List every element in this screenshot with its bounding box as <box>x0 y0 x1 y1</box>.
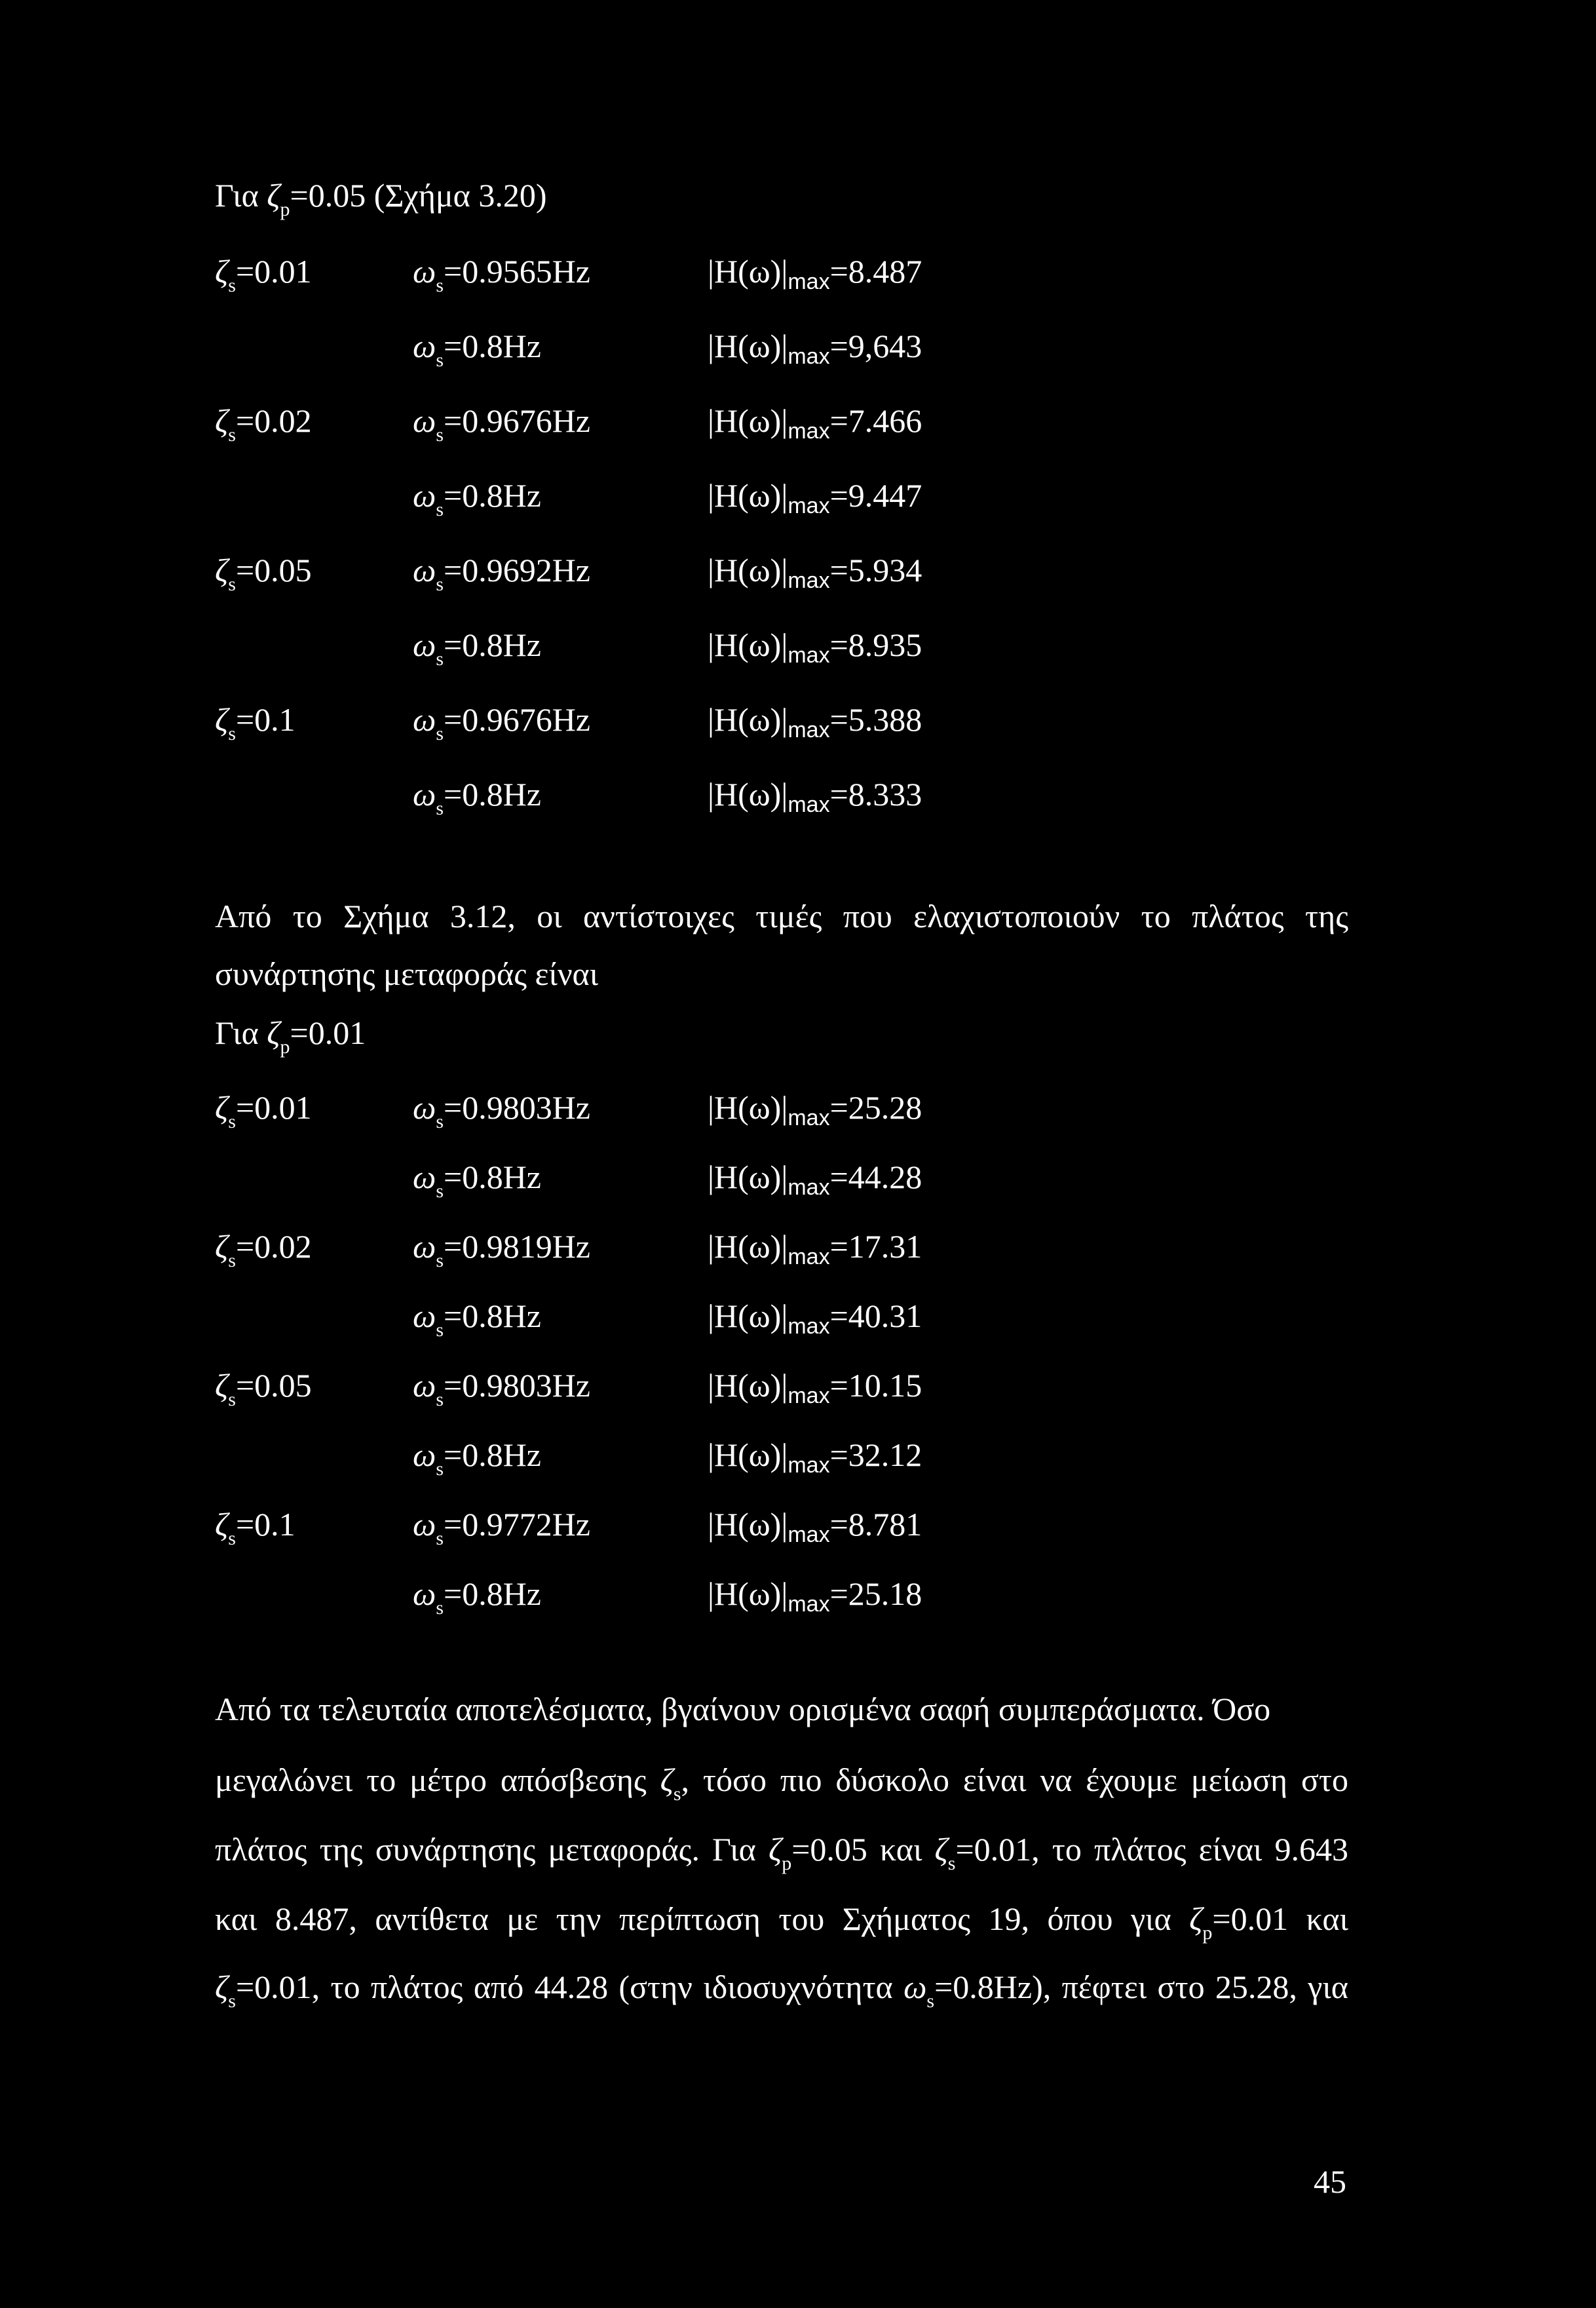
frequency-cell <box>413 775 541 819</box>
amplitude-cell <box>708 401 922 444</box>
frequency-value: =0.8Hz <box>444 1436 541 1473</box>
intro-paragraph <box>215 896 1348 992</box>
omega-s-subscript: s <box>436 573 444 595</box>
zeta-s-symbol: ζ <box>660 1761 674 1798</box>
max-subscript: max <box>788 1175 830 1200</box>
omega-s-subscript: s <box>436 798 444 819</box>
frequency-cell <box>413 625 541 670</box>
frequency-value: =0.8Hz <box>444 776 541 813</box>
frequency-value: =0.8Hz <box>444 1159 541 1195</box>
conclusion-line-3-c: =0.01, το πλάτος είναι 9.643 <box>955 1831 1348 1868</box>
transfer-function-label: |H(ω)| <box>708 1367 788 1404</box>
transfer-function-label: |H(ω)| <box>708 253 788 290</box>
damping-ratio-value: =0.02 <box>235 402 312 439</box>
damping-ratio-cell <box>215 1366 312 1410</box>
zeta-s-symbol: ζ <box>215 1969 229 2005</box>
amplitude-cell <box>708 625 922 668</box>
conclusion-line-1: Από τα τελευταία αποτελέσματα, βγαίνουν ορισμένα σαφή συμπεράσματα. Όσο <box>215 1691 1271 1727</box>
damping-ratio-cell <box>215 252 312 296</box>
omega-s-symbol: ω <box>413 328 436 364</box>
omega-s-symbol: ω <box>413 253 436 290</box>
amplitude-cell <box>708 1574 922 1617</box>
max-subscript: max <box>788 1592 830 1617</box>
omega-s-subscript: s <box>436 499 444 520</box>
damping-ratio-value: =0.01 <box>235 253 312 290</box>
amplitude-cell <box>708 1435 922 1478</box>
omega-s-subscript: s <box>436 349 444 371</box>
omega-s-symbol: ω <box>413 1436 436 1473</box>
amplitude-value: =8.781 <box>829 1506 922 1543</box>
amplitude-value: =8.487 <box>829 253 922 290</box>
frequency-cell <box>413 1435 541 1480</box>
amplitude-value: =32.12 <box>829 1436 922 1473</box>
max-subscript: max <box>788 419 830 444</box>
zeta-s-subscript: s <box>228 1528 236 1549</box>
conclusion-line-4-a: και 8.487, αντίθετα με την περίπτωση του Σχήματος 19, όπου για <box>215 1900 1190 1937</box>
frequency-value: =0.9676Hz <box>444 701 590 738</box>
heading-value: =0.05 (Σχήμα 3.20) <box>290 177 547 214</box>
frequency-value: =0.9676Hz <box>444 402 590 439</box>
omega-s-symbol: ω <box>413 701 436 738</box>
transfer-function-label: |H(ω)| <box>708 776 788 813</box>
conclusion-line-2-a: μεγαλώνει το μέτρο απόσβεσης <box>215 1761 660 1798</box>
omega-s-subscript: s <box>436 1319 444 1341</box>
omega-s-subscript: s <box>436 1389 444 1410</box>
amplitude-value: =25.28 <box>829 1089 922 1126</box>
damping-ratio-cell <box>215 1227 312 1271</box>
amplitude-value: =25.18 <box>829 1575 922 1612</box>
omega-s-subscript: s <box>436 1597 444 1619</box>
frequency-cell <box>413 550 590 595</box>
omega-s-symbol: ω <box>413 1506 436 1543</box>
intro-line-2: συνάρτησης μεταφοράς είναι <box>215 955 599 992</box>
max-subscript: max <box>788 1244 830 1269</box>
amplitude-cell <box>708 550 922 594</box>
zeta-p-subscript: p <box>1202 1922 1213 1944</box>
transfer-function-label: |H(ω)| <box>708 1506 788 1543</box>
amplitude-cell <box>708 1157 922 1201</box>
transfer-function-label: |H(ω)| <box>708 402 788 439</box>
damping-ratio-cell <box>215 1505 295 1549</box>
zeta-s-symbol: ζ <box>215 552 229 588</box>
damping-ratio-cell <box>215 1088 312 1132</box>
max-subscript: max <box>788 792 830 817</box>
frequency-cell <box>413 252 590 296</box>
transfer-function-label: |H(ω)| <box>708 1298 788 1334</box>
zeta-s-symbol: ζ <box>215 1367 229 1404</box>
amplitude-cell <box>708 1296 922 1339</box>
omega-s-symbol: ω <box>413 626 436 663</box>
omega-s-subscript: s <box>436 1458 444 1480</box>
amplitude-value: =5.934 <box>829 552 922 588</box>
frequency-cell <box>413 1574 541 1619</box>
frequency-value: =0.9772Hz <box>444 1506 590 1543</box>
zeta-s-subscript: s <box>228 1111 236 1132</box>
zeta-p-subscript: p <box>782 1853 792 1874</box>
max-subscript: max <box>788 643 830 668</box>
frequency-value: =0.9803Hz <box>444 1089 590 1126</box>
zeta-p-symbol: ζ <box>267 177 280 214</box>
heading-prefix: Για <box>215 177 267 214</box>
damping-ratio-value: =0.1 <box>235 701 295 738</box>
frequency-cell <box>413 700 590 744</box>
amplitude-cell <box>708 1505 922 1548</box>
max-subscript: max <box>788 718 830 742</box>
zeta-s-symbol: ζ <box>215 1089 229 1126</box>
frequency-cell <box>413 1296 541 1341</box>
frequency-value: =0.9819Hz <box>444 1228 590 1265</box>
zeta-p-subscript: p <box>280 1036 290 1058</box>
zeta-s-subscript: s <box>228 573 236 595</box>
amplitude-cell <box>708 326 922 370</box>
zeta-p-subscript: p <box>280 199 290 220</box>
amplitude-cell <box>708 775 922 818</box>
amplitude-cell <box>708 1227 922 1270</box>
omega-s-symbol: ω <box>413 1298 436 1334</box>
frequency-cell <box>413 1157 541 1202</box>
max-subscript: max <box>788 568 830 593</box>
amplitude-value: =9.447 <box>829 477 922 514</box>
omega-s-subscript: s <box>436 1180 444 1202</box>
omega-s-symbol: ω <box>413 1159 436 1195</box>
damping-ratio-cell <box>215 550 312 595</box>
omega-s-symbol: ω <box>413 477 436 514</box>
amplitude-cell <box>708 700 922 743</box>
omega-s-subscript: s <box>436 648 444 670</box>
max-subscript: max <box>788 1383 830 1408</box>
omega-s-subscript: s <box>436 1528 444 1549</box>
damping-ratio-value: =0.05 <box>235 552 312 588</box>
frequency-cell <box>413 476 541 520</box>
heading-value: =0.01 <box>290 1014 366 1051</box>
omega-s-subscript: s <box>926 1990 935 2012</box>
frequency-cell <box>413 1505 590 1549</box>
frequency-value: =0.9565Hz <box>444 253 590 290</box>
omega-s-symbol: ω <box>413 776 436 813</box>
heading-prefix: Για <box>215 1014 267 1051</box>
conclusion-line-4 <box>215 1899 1348 1944</box>
omega-s-subscript: s <box>436 723 444 744</box>
max-subscript: max <box>788 493 830 518</box>
amplitude-value: =10.15 <box>829 1367 922 1404</box>
amplitude-value: =8.333 <box>829 776 922 813</box>
amplitude-value: =40.31 <box>829 1298 922 1334</box>
amplitude-cell <box>708 1088 922 1131</box>
conclusion-line-3-b: =0.05 και <box>791 1831 935 1868</box>
zeta-s-subscript: s <box>228 1389 236 1410</box>
transfer-function-label: |H(ω)| <box>708 1575 788 1612</box>
frequency-cell <box>413 1366 590 1410</box>
omega-s-symbol: ω <box>413 402 436 439</box>
amplitude-cell <box>708 1366 922 1409</box>
zeta-s-subscript: s <box>228 275 236 296</box>
omega-s-symbol: ω <box>413 1367 436 1404</box>
omega-s-symbol: ω <box>413 1228 436 1265</box>
zeta-s-symbol: ζ <box>215 402 229 439</box>
amplitude-value: =44.28 <box>829 1159 922 1195</box>
omega-s-symbol: ω <box>413 1575 436 1612</box>
zeta-s-symbol: ζ <box>215 701 229 738</box>
omega-s-symbol: ω <box>903 1969 927 2005</box>
frequency-cell <box>413 1227 590 1271</box>
omega-s-symbol: ω <box>413 552 436 588</box>
zeta-s-symbol: ζ <box>215 253 229 290</box>
max-subscript: max <box>788 1106 830 1130</box>
max-subscript: max <box>788 1453 830 1478</box>
conclusion-line-2-b: , τόσο πιο δύσκολο είναι να έχουμε μείωση στο <box>681 1761 1348 1798</box>
zeta-s-subscript: s <box>947 1853 956 1874</box>
frequency-value: =0.9803Hz <box>444 1367 590 1404</box>
zeta-s-symbol: ζ <box>215 1506 229 1543</box>
amplitude-cell <box>708 252 922 295</box>
conclusion-line-2 <box>215 1760 1348 1805</box>
max-subscript: max <box>788 269 830 294</box>
page-number: 45 <box>1314 2163 1346 2200</box>
amplitude-value: =8.935 <box>829 626 922 663</box>
conclusion-line-5 <box>215 1967 1349 2012</box>
damping-ratio-cell <box>215 401 312 446</box>
transfer-function-label: |H(ω)| <box>708 328 788 364</box>
conclusion-line-3-a: πλάτος της συνάρτησης μεταφοράς. Για <box>215 1831 769 1868</box>
transfer-function-label: |H(ω)| <box>708 1228 788 1265</box>
damping-ratio-value: =0.01 <box>235 1089 312 1126</box>
transfer-function-label: |H(ω)| <box>708 626 788 663</box>
damping-ratio-value: =0.05 <box>235 1367 312 1404</box>
frequency-value: =0.8Hz <box>444 328 541 364</box>
zeta-p-symbol: ζ <box>1189 1900 1203 1937</box>
transfer-function-label: |H(ω)| <box>708 1089 788 1126</box>
frequency-value: =0.8Hz <box>444 477 541 514</box>
frequency-value: =0.8Hz <box>444 1575 541 1612</box>
omega-s-symbol: ω <box>413 1089 436 1126</box>
frequency-cell <box>413 1088 590 1132</box>
zeta-s-subscript: s <box>673 1783 681 1805</box>
conclusion-line-3 <box>215 1830 1348 1874</box>
conclusion-line-5-b: =0.8Hz), πέφτει στο 25.28, για <box>934 1969 1349 2005</box>
zeta-s-subscript: s <box>228 424 236 446</box>
frequency-cell <box>413 401 590 446</box>
amplitude-cell <box>708 476 922 519</box>
zeta-p-symbol: ζ <box>267 1014 280 1051</box>
conclusion-line-5-a: =0.01, το πλάτος από 44.28 (στην ιδιοσυχνότητα <box>235 1969 904 2005</box>
section2-heading <box>215 1013 366 1058</box>
frequency-cell <box>413 326 541 371</box>
transfer-function-label: |H(ω)| <box>708 552 788 588</box>
max-subscript: max <box>788 344 830 369</box>
section1-heading <box>215 176 547 220</box>
zeta-s-subscript: s <box>228 723 236 744</box>
frequency-value: =0.9692Hz <box>444 552 590 588</box>
frequency-value: =0.8Hz <box>444 626 541 663</box>
max-subscript: max <box>788 1522 830 1547</box>
conclusion-line-4-b: =0.01 και <box>1212 1900 1348 1937</box>
zeta-p-symbol: ζ <box>768 1831 782 1868</box>
omega-s-subscript: s <box>436 1250 444 1271</box>
intro-line-1: Από το Σχήμα 3.12, οι αντίστοιχες τιμές που ελαχιστοποιούν το πλάτος της <box>215 898 1348 934</box>
transfer-function-label: |H(ω)| <box>708 1436 788 1473</box>
omega-s-subscript: s <box>436 275 444 296</box>
transfer-function-label: |H(ω)| <box>708 1159 788 1195</box>
zeta-s-symbol: ζ <box>934 1831 948 1868</box>
zeta-s-symbol: ζ <box>215 1228 229 1265</box>
omega-s-subscript: s <box>436 1111 444 1132</box>
amplitude-value: =17.31 <box>829 1228 922 1265</box>
zeta-s-subscript: s <box>228 1990 236 2012</box>
amplitude-value: =5.388 <box>829 701 922 738</box>
transfer-function-label: |H(ω)| <box>708 477 788 514</box>
omega-s-subscript: s <box>436 424 444 446</box>
max-subscript: max <box>788 1314 830 1339</box>
frequency-value: =0.8Hz <box>444 1298 541 1334</box>
damping-ratio-value: =0.02 <box>235 1228 312 1265</box>
amplitude-value: =9,643 <box>829 328 922 364</box>
zeta-s-subscript: s <box>228 1250 236 1271</box>
transfer-function-label: |H(ω)| <box>708 701 788 738</box>
amplitude-value: =7.466 <box>829 402 922 439</box>
damping-ratio-cell <box>215 700 295 744</box>
damping-ratio-value: =0.1 <box>235 1506 295 1543</box>
